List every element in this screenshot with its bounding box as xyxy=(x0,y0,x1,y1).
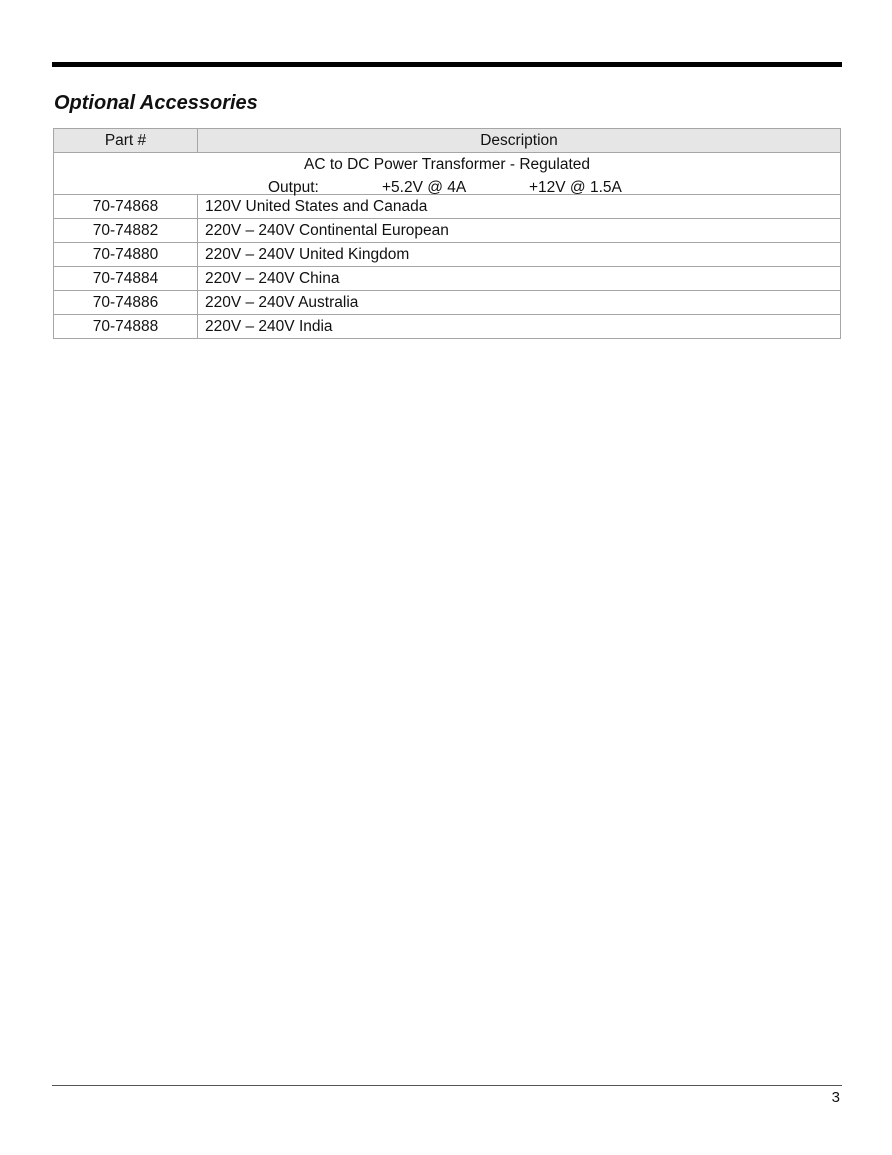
table-row xyxy=(54,243,841,267)
output-value-2: +12V @ 1.5A xyxy=(529,179,622,196)
description-cell: 120V United States and Canada xyxy=(198,195,841,219)
table-row xyxy=(54,267,841,291)
group-cell xyxy=(54,153,841,195)
output-label: Output: xyxy=(268,179,319,196)
part-number-cell: 70-74888 xyxy=(54,315,198,339)
output-line xyxy=(54,176,840,194)
table-row xyxy=(54,219,841,243)
description-cell: 220V – 240V China xyxy=(198,267,841,291)
top-rule xyxy=(52,62,842,67)
part-number-cell: 70-74884 xyxy=(54,267,198,291)
header-part: Part # xyxy=(54,129,198,153)
table-row xyxy=(54,291,841,315)
part-number-cell: 70-74886 xyxy=(54,291,198,315)
group-row xyxy=(54,153,841,195)
description-cell: 220V – 240V United Kingdom xyxy=(198,243,841,267)
header-description: Description xyxy=(198,129,841,153)
part-number-cell: 70-74880 xyxy=(54,243,198,267)
bottom-rule xyxy=(52,1085,842,1086)
part-number-cell: 70-74868 xyxy=(54,195,198,219)
section-title: Optional Accessories xyxy=(54,92,258,114)
table-header-row xyxy=(54,129,841,153)
description-cell: 220V – 240V Australia xyxy=(198,291,841,315)
part-number-cell: 70-74882 xyxy=(54,219,198,243)
group-title: AC to DC Power Transformer - Regulated xyxy=(304,156,590,173)
output-value-1: +5.2V @ 4A xyxy=(382,179,467,196)
table-row xyxy=(54,315,841,339)
accessories-table xyxy=(53,128,841,339)
page-number: 3 xyxy=(831,1089,840,1106)
description-cell: 220V – 240V India xyxy=(198,315,841,339)
description-cell: 220V – 240V Continental European xyxy=(198,219,841,243)
